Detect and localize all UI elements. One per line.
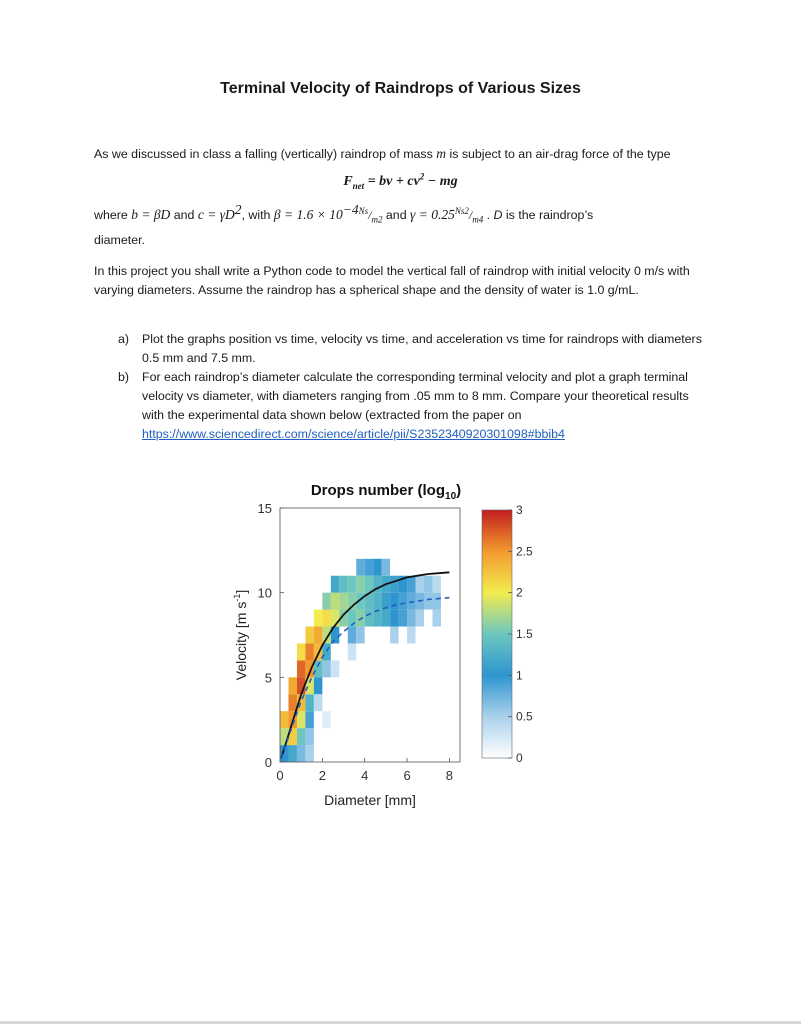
x-axis-label: Diameter [mm] xyxy=(324,792,416,808)
y-axis-label: Velocity [m $s^{-1}$] xyxy=(232,589,249,681)
heatmap-cell xyxy=(356,627,364,644)
list-marker: b) xyxy=(118,370,130,384)
heatmap-cell xyxy=(322,660,330,677)
heatmap-cell xyxy=(305,745,313,762)
page-title: Terminal Velocity of Raindrops of Various Sizes xyxy=(220,80,581,97)
heatmap-chart xyxy=(226,474,556,814)
heatmap-cell xyxy=(314,627,322,644)
heatmap-cell xyxy=(297,643,305,660)
intro-paragraph: As we discussed in class a falling (vertically) raindrop of mass m is subject to an air-drag force of the type xyxy=(94,146,671,161)
heatmap-cell xyxy=(373,559,381,576)
heatmap-cell xyxy=(432,576,440,593)
heatmap-cell xyxy=(297,660,305,677)
heatmap-cell xyxy=(382,610,390,627)
coefficient-definitions-end: diameter. xyxy=(94,233,145,247)
colorbar-tick-label: 2.5 xyxy=(516,544,533,559)
list-item xyxy=(118,368,708,444)
heatmap-cell xyxy=(424,593,432,610)
heatmap-cell xyxy=(373,593,381,610)
task-list xyxy=(118,330,708,444)
heatmap-cell xyxy=(390,610,398,627)
x-tick-label: 0 xyxy=(276,768,284,783)
heatmap-cell xyxy=(314,694,322,711)
y-tick-label: 15 xyxy=(257,501,272,516)
list-item xyxy=(118,330,708,368)
heatmap-cell xyxy=(339,576,347,593)
colorbar-tick-label: 1 xyxy=(516,668,523,683)
heatmap-cell xyxy=(331,593,339,610)
task-text: For each raindrop’s diameter calculate the corresponding terminal velocity and plot a graph terminal velocity vs diameter, with diameters ranging from .05 mm to 8 mm. Compare your theoretical results with the experimental data shown below (extracted from the paper on xyxy=(142,370,689,422)
heatmap-cell xyxy=(365,559,373,576)
coefficient-definitions: where b = βD and $c = \gamma D^2$, with $\beta = 1.6 \times 10^{-4Ns}/_{m2}$ and $\gamma = 0.25^{Ns2}/_{m4}$ . D is the raindrop’s xyxy=(94,201,594,225)
velocity-diameter-figure xyxy=(226,474,556,814)
x-tick-label: 8 xyxy=(445,768,454,783)
heatmap-cell xyxy=(305,694,313,711)
y-tick-label: 10 xyxy=(257,585,272,601)
heatmap-cell xyxy=(305,627,313,644)
heatmap-cell xyxy=(305,711,313,728)
heatmap-cell xyxy=(348,627,356,644)
heatmap-cell xyxy=(322,643,330,660)
heatmap-cell xyxy=(432,593,440,610)
heatmap-cell xyxy=(288,677,296,694)
heatmap-cell xyxy=(314,660,322,677)
heatmap-cell xyxy=(416,576,424,593)
colorbar-tick-label: 2 xyxy=(516,585,523,600)
heatmap-cell xyxy=(399,593,407,610)
task-text: Plot the graphs position vs time, velocity vs time, and acceleration vs time for raindrops with diameters 0.5 mm and 7.5 mm. xyxy=(142,332,702,365)
heatmap-cell xyxy=(365,610,373,627)
heatmap-cell xyxy=(322,593,330,610)
heatmap-cell xyxy=(382,593,390,610)
heatmap-cell xyxy=(373,610,381,627)
heatmap-cell xyxy=(339,593,347,610)
x-tick-label: 6 xyxy=(403,768,411,783)
heatmap-cell xyxy=(407,576,415,593)
colorbar-tick-label: 1.5 xyxy=(516,627,533,641)
heatmap-cell xyxy=(280,711,288,728)
heatmap-cell xyxy=(297,711,305,728)
heatmap-cell xyxy=(356,610,364,627)
heatmap-cell xyxy=(297,728,305,745)
heatmap-cell xyxy=(399,610,407,627)
heatmap-cell xyxy=(314,610,322,627)
heatmap-cell xyxy=(322,610,330,627)
heatmap-cell xyxy=(432,610,440,627)
heatmap-cell xyxy=(314,677,322,694)
heatmap-cell xyxy=(331,576,339,593)
project-paragraph: In this project you shall write a Python code to model the vertical fall of raindrop with initial velocity 0 m/s with varying diameters. Assume the raindrop has a spherical shape and the density of water is 1.0 g/mL. xyxy=(94,264,690,297)
heatmap-cell xyxy=(407,593,415,610)
list-marker: a) xyxy=(118,332,130,346)
heatmap-cell xyxy=(322,711,330,728)
y-tick-label: 0 xyxy=(264,755,272,770)
heatmap-cell xyxy=(390,627,398,644)
heatmap-cell xyxy=(331,660,339,677)
heatmap-cell xyxy=(356,559,364,576)
heatmap-cell xyxy=(424,576,432,593)
y-tick-label: 5 xyxy=(264,670,272,686)
colorbar-tick-label: 0 xyxy=(516,751,523,765)
heatmap-cell xyxy=(356,576,364,593)
net-force-equation: $F_{net}$ = bv + $cv^2$ − mg xyxy=(343,171,458,191)
heatmap-cell xyxy=(416,610,424,627)
colorbar-tick-label: 0.5 xyxy=(516,709,533,724)
heatmap-cell xyxy=(407,627,415,644)
heatmap-cell xyxy=(390,593,398,610)
heatmap-cell xyxy=(348,643,356,660)
heatmap-cell xyxy=(407,610,415,627)
heatmap-cell xyxy=(288,694,296,711)
heatmap-cell xyxy=(305,643,313,660)
colorbar-tick-label: 3 xyxy=(516,503,523,517)
heatmap-cell xyxy=(288,745,296,762)
colorbar xyxy=(482,510,512,758)
paper-link[interactable]: https://www.sciencedirect.com/science/article/pii/S2352340920301098#bbib4 xyxy=(142,427,565,441)
heatmap-cell xyxy=(305,728,313,745)
heatmap-cell xyxy=(365,576,373,593)
heatmap-cell xyxy=(382,559,390,576)
x-tick-label: 4 xyxy=(361,768,369,783)
heatmap-cell xyxy=(348,576,356,593)
heatmap-cell xyxy=(390,576,398,593)
heatmap-cell xyxy=(297,745,305,762)
x-tick-label: 2 xyxy=(318,768,326,783)
chart-title: Drops number $(\log_{10})$ xyxy=(310,482,462,502)
